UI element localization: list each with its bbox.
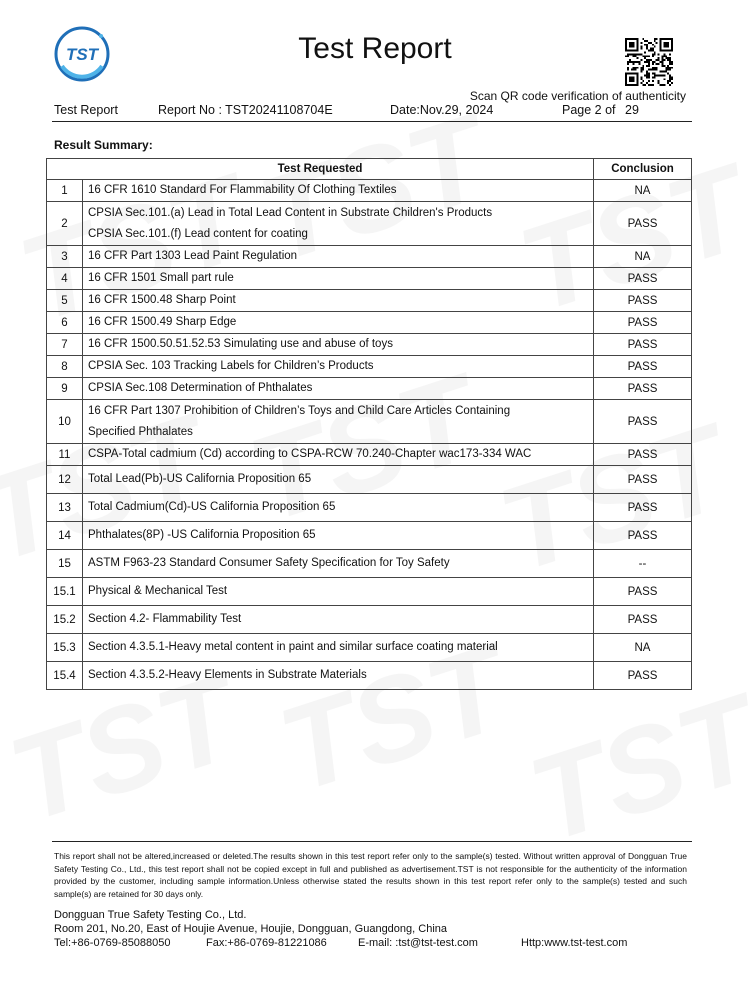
test-line: CPSIA Sec.101.(a) Lead in Total Lead Content in Substrate Children's Products: [88, 206, 493, 219]
conclusion-cell: PASS: [594, 606, 692, 634]
conclusion-cell: PASS: [594, 378, 692, 400]
conclusion-cell: PASS: [594, 202, 692, 246]
table-row: [47, 334, 692, 356]
col-test-requested: Test Requested: [47, 159, 594, 180]
test-line: CPSIA Sec.108 Determination of Phthalates: [88, 382, 313, 394]
test-requested-cell: [83, 312, 594, 334]
company-tel: Tel:+86-0769-85088050: [54, 937, 171, 949]
test-line: Physical & Mechanical Test: [88, 585, 228, 597]
row-number: 5: [47, 290, 83, 312]
test-requested-cell: [83, 334, 594, 356]
table-row: [47, 494, 692, 522]
row-number: 15: [47, 550, 83, 578]
row-number: 11: [47, 444, 83, 466]
page-total: 29: [625, 103, 639, 117]
company-address: Room 201, No.20, East of Houjie Avenue, Houjie, Dongguan, Guangdong, China: [54, 923, 448, 935]
row-number: 4: [47, 268, 83, 290]
test-line: 16 CFR 1501 Small part rule: [88, 272, 234, 284]
row-number: 1: [47, 180, 83, 202]
test-line: Total Cadmium(Cd)-US California Proposition 65: [88, 501, 336, 513]
test-line: CSPA-Total cadmium (Cd) according to CSPA-RCW 70.240-Chapter wac173-334 WAC: [88, 448, 532, 460]
result-summary-title: Result Summary:: [54, 138, 153, 152]
test-line: Specified Phthalates: [88, 425, 193, 438]
test-line: 16 CFR 1500.48 Sharp Point: [88, 294, 236, 306]
test-requested-cell: [83, 202, 594, 246]
test-line: 16 CFR Part 1303 Lead Paint Regulation: [88, 250, 298, 262]
test-requested-cell: [83, 378, 594, 400]
table-row: [47, 578, 692, 606]
test-line: Section 4.2- Flammability Test: [88, 613, 242, 625]
row-number: 15.3: [47, 634, 83, 662]
header-divider: [52, 121, 692, 122]
test-requested-cell: [83, 356, 594, 378]
table-row: [47, 268, 692, 290]
conclusion-cell: --: [594, 550, 692, 578]
conclusion-cell: PASS: [594, 444, 692, 466]
test-line: CPSIA Sec.101.(f) Lead content for coating: [88, 227, 308, 240]
test-requested-cell: [83, 180, 594, 202]
qr-caption: Scan QR code verification of authenticity: [469, 89, 686, 103]
test-requested-cell: [83, 444, 594, 466]
row-number: 8: [47, 356, 83, 378]
test-requested-cell: [83, 578, 594, 606]
table-row: [47, 466, 692, 494]
test-requested-cell: [83, 400, 594, 444]
table-header-row: [47, 159, 692, 180]
test-line: Section 4.3.5.2-Heavy Elements in Substrate Materials: [88, 669, 367, 681]
conclusion-cell: PASS: [594, 662, 692, 690]
test-line: Section 4.3.5.1-Heavy metal content in paint and similar surface coating material: [88, 641, 498, 653]
row-number: 2: [47, 202, 83, 246]
test-line: Total Lead(Pb)-US California Proposition 65: [88, 473, 312, 485]
footer-divider: [52, 841, 692, 842]
test-line: 16 CFR 1610 Standard For Flammability Of Clothing Textiles: [88, 184, 397, 196]
page-title: Test Report: [298, 32, 452, 65]
qr-code[interactable]: [625, 38, 673, 86]
logo-text: TST: [65, 45, 99, 64]
company-email: E-mail: :tst@tst-test.com: [358, 937, 478, 949]
table-row: [47, 550, 692, 578]
test-line: 16 CFR 1500.49 Sharp Edge: [88, 316, 237, 328]
table-row: [47, 522, 692, 550]
test-line: Phthalates(8P) -US California Proposition 65: [88, 529, 316, 541]
report-number: Report No : TST20241108704E: [158, 103, 333, 117]
watermark-text: [514, 668, 750, 869]
row-number: 15.1: [47, 578, 83, 606]
table-row: [47, 378, 692, 400]
row-number: 9: [47, 378, 83, 400]
row-number: 13: [47, 494, 83, 522]
table-row: [47, 202, 692, 246]
conclusion-cell: PASS: [594, 290, 692, 312]
row-number: 3: [47, 246, 83, 268]
conclusion-cell: PASS: [594, 312, 692, 334]
test-line: CPSIA Sec. 103 Tracking Labels for Children’s Products: [88, 360, 374, 372]
test-requested-cell: [83, 466, 594, 494]
col-conclusion: Conclusion: [594, 159, 692, 180]
conclusion-cell: PASS: [594, 522, 692, 550]
row-number: 14: [47, 522, 83, 550]
result-table: [46, 158, 692, 690]
test-requested-cell: [83, 494, 594, 522]
conclusion-cell: PASS: [594, 400, 692, 444]
conclusion-cell: PASS: [594, 334, 692, 356]
test-line: 16 CFR Part 1307 Prohibition of Children’s Toys and Child Care Articles Containing: [88, 404, 511, 417]
row-number: 10: [47, 400, 83, 444]
table-row: [47, 180, 692, 202]
page-label: Page 2 of: [562, 103, 616, 117]
conclusion-cell: NA: [594, 246, 692, 268]
table-row: [47, 356, 692, 378]
test-line: ASTM F963-23 Standard Consumer Safety Specification for Toy Safety: [88, 557, 450, 569]
test-requested-cell: [83, 246, 594, 268]
conclusion-cell: PASS: [594, 494, 692, 522]
conclusion-cell: PASS: [594, 466, 692, 494]
row-number: 6: [47, 312, 83, 334]
row-number: 15.4: [47, 662, 83, 690]
conclusion-cell: PASS: [594, 578, 692, 606]
table-row: [47, 312, 692, 334]
conclusion-cell: NA: [594, 634, 692, 662]
conclusion-cell: PASS: [594, 268, 692, 290]
company-fax: Fax:+86-0769-81221086: [206, 937, 327, 949]
row-number: 7: [47, 334, 83, 356]
page-indicator: [562, 103, 639, 117]
conclusion-cell: NA: [594, 180, 692, 202]
table-row: [47, 606, 692, 634]
test-requested-cell: [83, 550, 594, 578]
company-website: Http:www.tst-test.com: [521, 937, 628, 949]
row-number: 12: [47, 466, 83, 494]
report-date: Date:Nov.29, 2024: [390, 103, 494, 117]
conclusion-cell: PASS: [594, 356, 692, 378]
test-requested-cell: [83, 634, 594, 662]
table-row: [47, 662, 692, 690]
test-line: 16 CFR 1500.50.51.52.53 Simulating use and abuse of toys: [88, 338, 393, 350]
test-requested-cell: [83, 662, 594, 690]
test-requested-cell: [83, 606, 594, 634]
table-row: [47, 290, 692, 312]
company-name: Dongguan True Safety Testing Co., Ltd.: [54, 909, 247, 921]
test-requested-cell: [83, 290, 594, 312]
disclaimer: This report shall not be altered,increased or deleted.The results shown in this test report refer only to the sample(s) tested. Without written approval of Dongguan True Safety Testing Co., Ltd., this test report shall not be copied except in full and published as advertisement.TST is not responsible for the authenticity of the information provided by the customer, including sample information.Unless otherwise stated the results shown in this test report refer only to the sample(s) tested and such sample(s) are retained for 30 days only.: [54, 851, 687, 899]
row-number: 15.2: [47, 606, 83, 634]
table-row: [47, 246, 692, 268]
test-requested-cell: [83, 268, 594, 290]
table-row: [47, 634, 692, 662]
table-row: [47, 400, 692, 444]
table-row: [47, 444, 692, 466]
test-requested-cell: [83, 522, 594, 550]
header-label: Test Report: [54, 103, 118, 117]
